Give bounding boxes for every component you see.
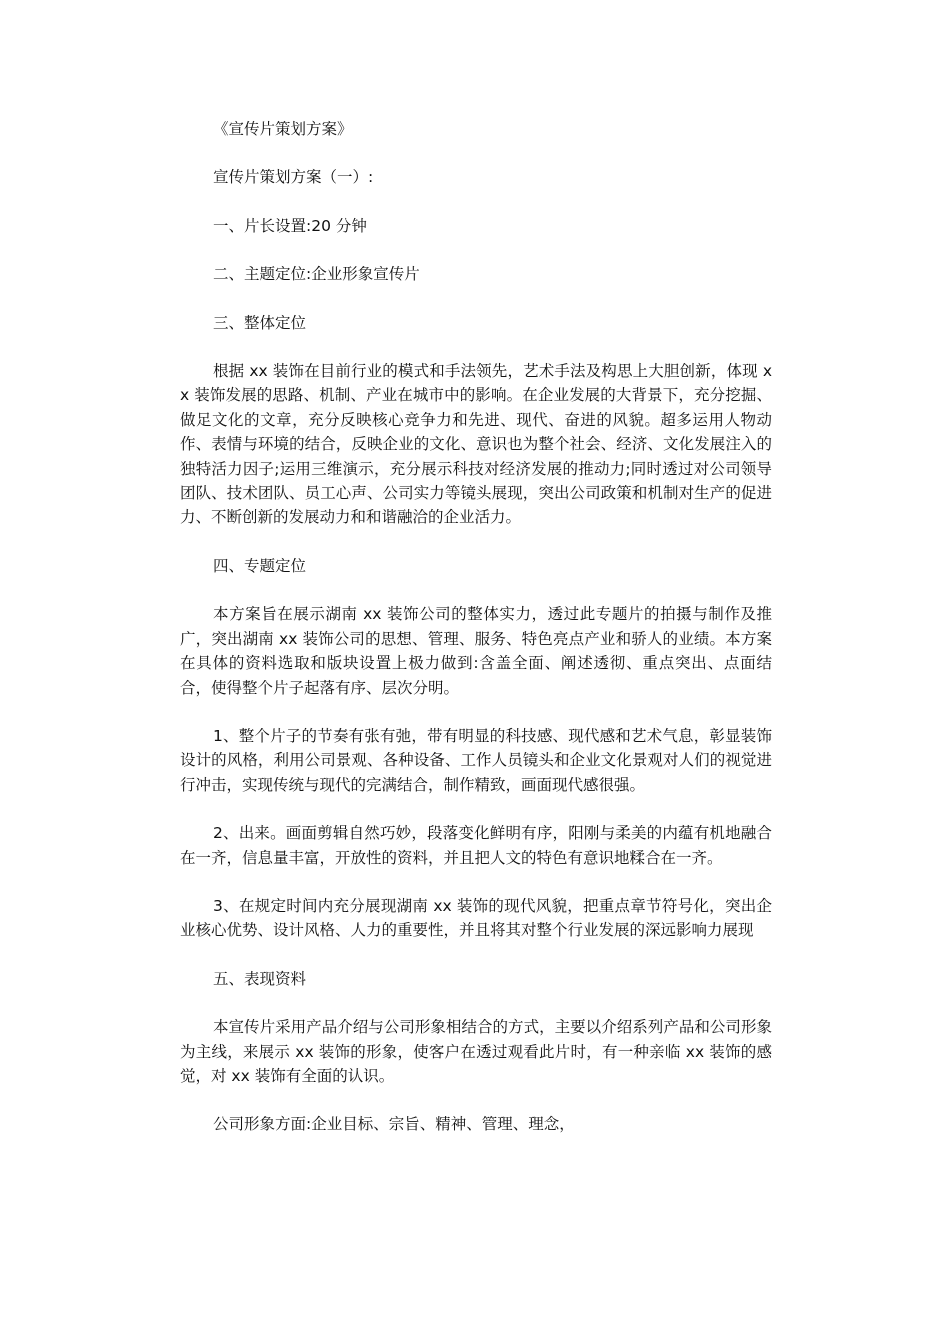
document-title: 《宣传片策划方案》 [213, 120, 353, 138]
section-3-heading: 三、整体定位 [213, 313, 307, 332]
section-2-theme: 二、主题定位:企业形象宣传片 [213, 265, 420, 284]
section-5-body: 本宣传片采用产品介绍与公司形象相结合的方式，主要以介绍系列产品和公司形象为主线，来展示 xx 装饰的形象，使客户在透过观看此片时，有一种亲临 xx 装饰的感觉，对 xx 装饰有全面的认识。 [180, 1018, 772, 1085]
document-page [180, 117, 772, 1161]
section-1-duration: 一、片长设置:20 分钟 [213, 216, 367, 235]
section-3-body: 根据 xx 装饰在目前行业的模式和手法领先，艺术手法及构思上大胆创新，体现 xx 装饰发展的思路、机制、产业在城市中的影响。在企业发展的大背景下，充分挖掘、做足文化的文章，充分反映核心竞争力和先进、现代、奋进的风貌。超多运用人物动作、表情与环境的结合，反映企业的文化、意识也为整个社会、经济、文化发展注入的独特活力因子;运用三维演示，充分展示科技对经济发展的推动力;同时透过对公司领导团队、技术团队、员工心声、公司实力等镜头展现，突出公司政策和机制对生产的促进力、不断创新的发展动力和和谐融洽的企业活力。 [180, 362, 772, 527]
section-4-body: 本方案旨在展示湖南 xx 装饰公司的整体实力，透过此专题片的拍摄与制作及推广，突出湖南 xx 装饰公司的思想、管理、服务、特色亮点产业和骄人的业绩。本方案在具体的资料选取和版块设置上极力做到:含盖全面、阐述透彻、重点突出、点面结合，使得整个片子起落有序、层次分明。 [180, 605, 772, 697]
section-4-heading: 四、专题定位 [213, 556, 307, 575]
document-subtitle: 宣传片策划方案（一）: [213, 168, 374, 187]
section-4-item-1: 1、整个片子的节奏有张有弛，带有明显的科技感、现代感和艺术气息，彰显装饰设计的风格，利用公司景观、各种设备、工作人员镜头和企业文化景观对人们的视觉进行冲击，实现传统与现代的完满结合，制作精致，画面现代感很强。 [180, 726, 772, 794]
section-4-item-2: 2、出来。画面剪辑自然巧妙，段落变化鲜明有序，阳刚与柔美的内蕴有机地融合在一齐，信息量丰富，开放性的资料，并且把人文的特色有意识地糅合在一齐。 [180, 824, 772, 867]
section-4-item-3: 3、在规定时间内充分展现湖南 xx 装饰的现代风貌，把重点章节符号化，突出企业核心优势、设计风格、人力的重要性，并且将其对整个行业发展的深远影响力展现 [180, 896, 772, 940]
section-5-heading: 五、表现资料 [213, 969, 307, 988]
section-5-company: 公司形象方面:企业目标、宗旨、精神、管理、理念， [213, 1115, 575, 1134]
